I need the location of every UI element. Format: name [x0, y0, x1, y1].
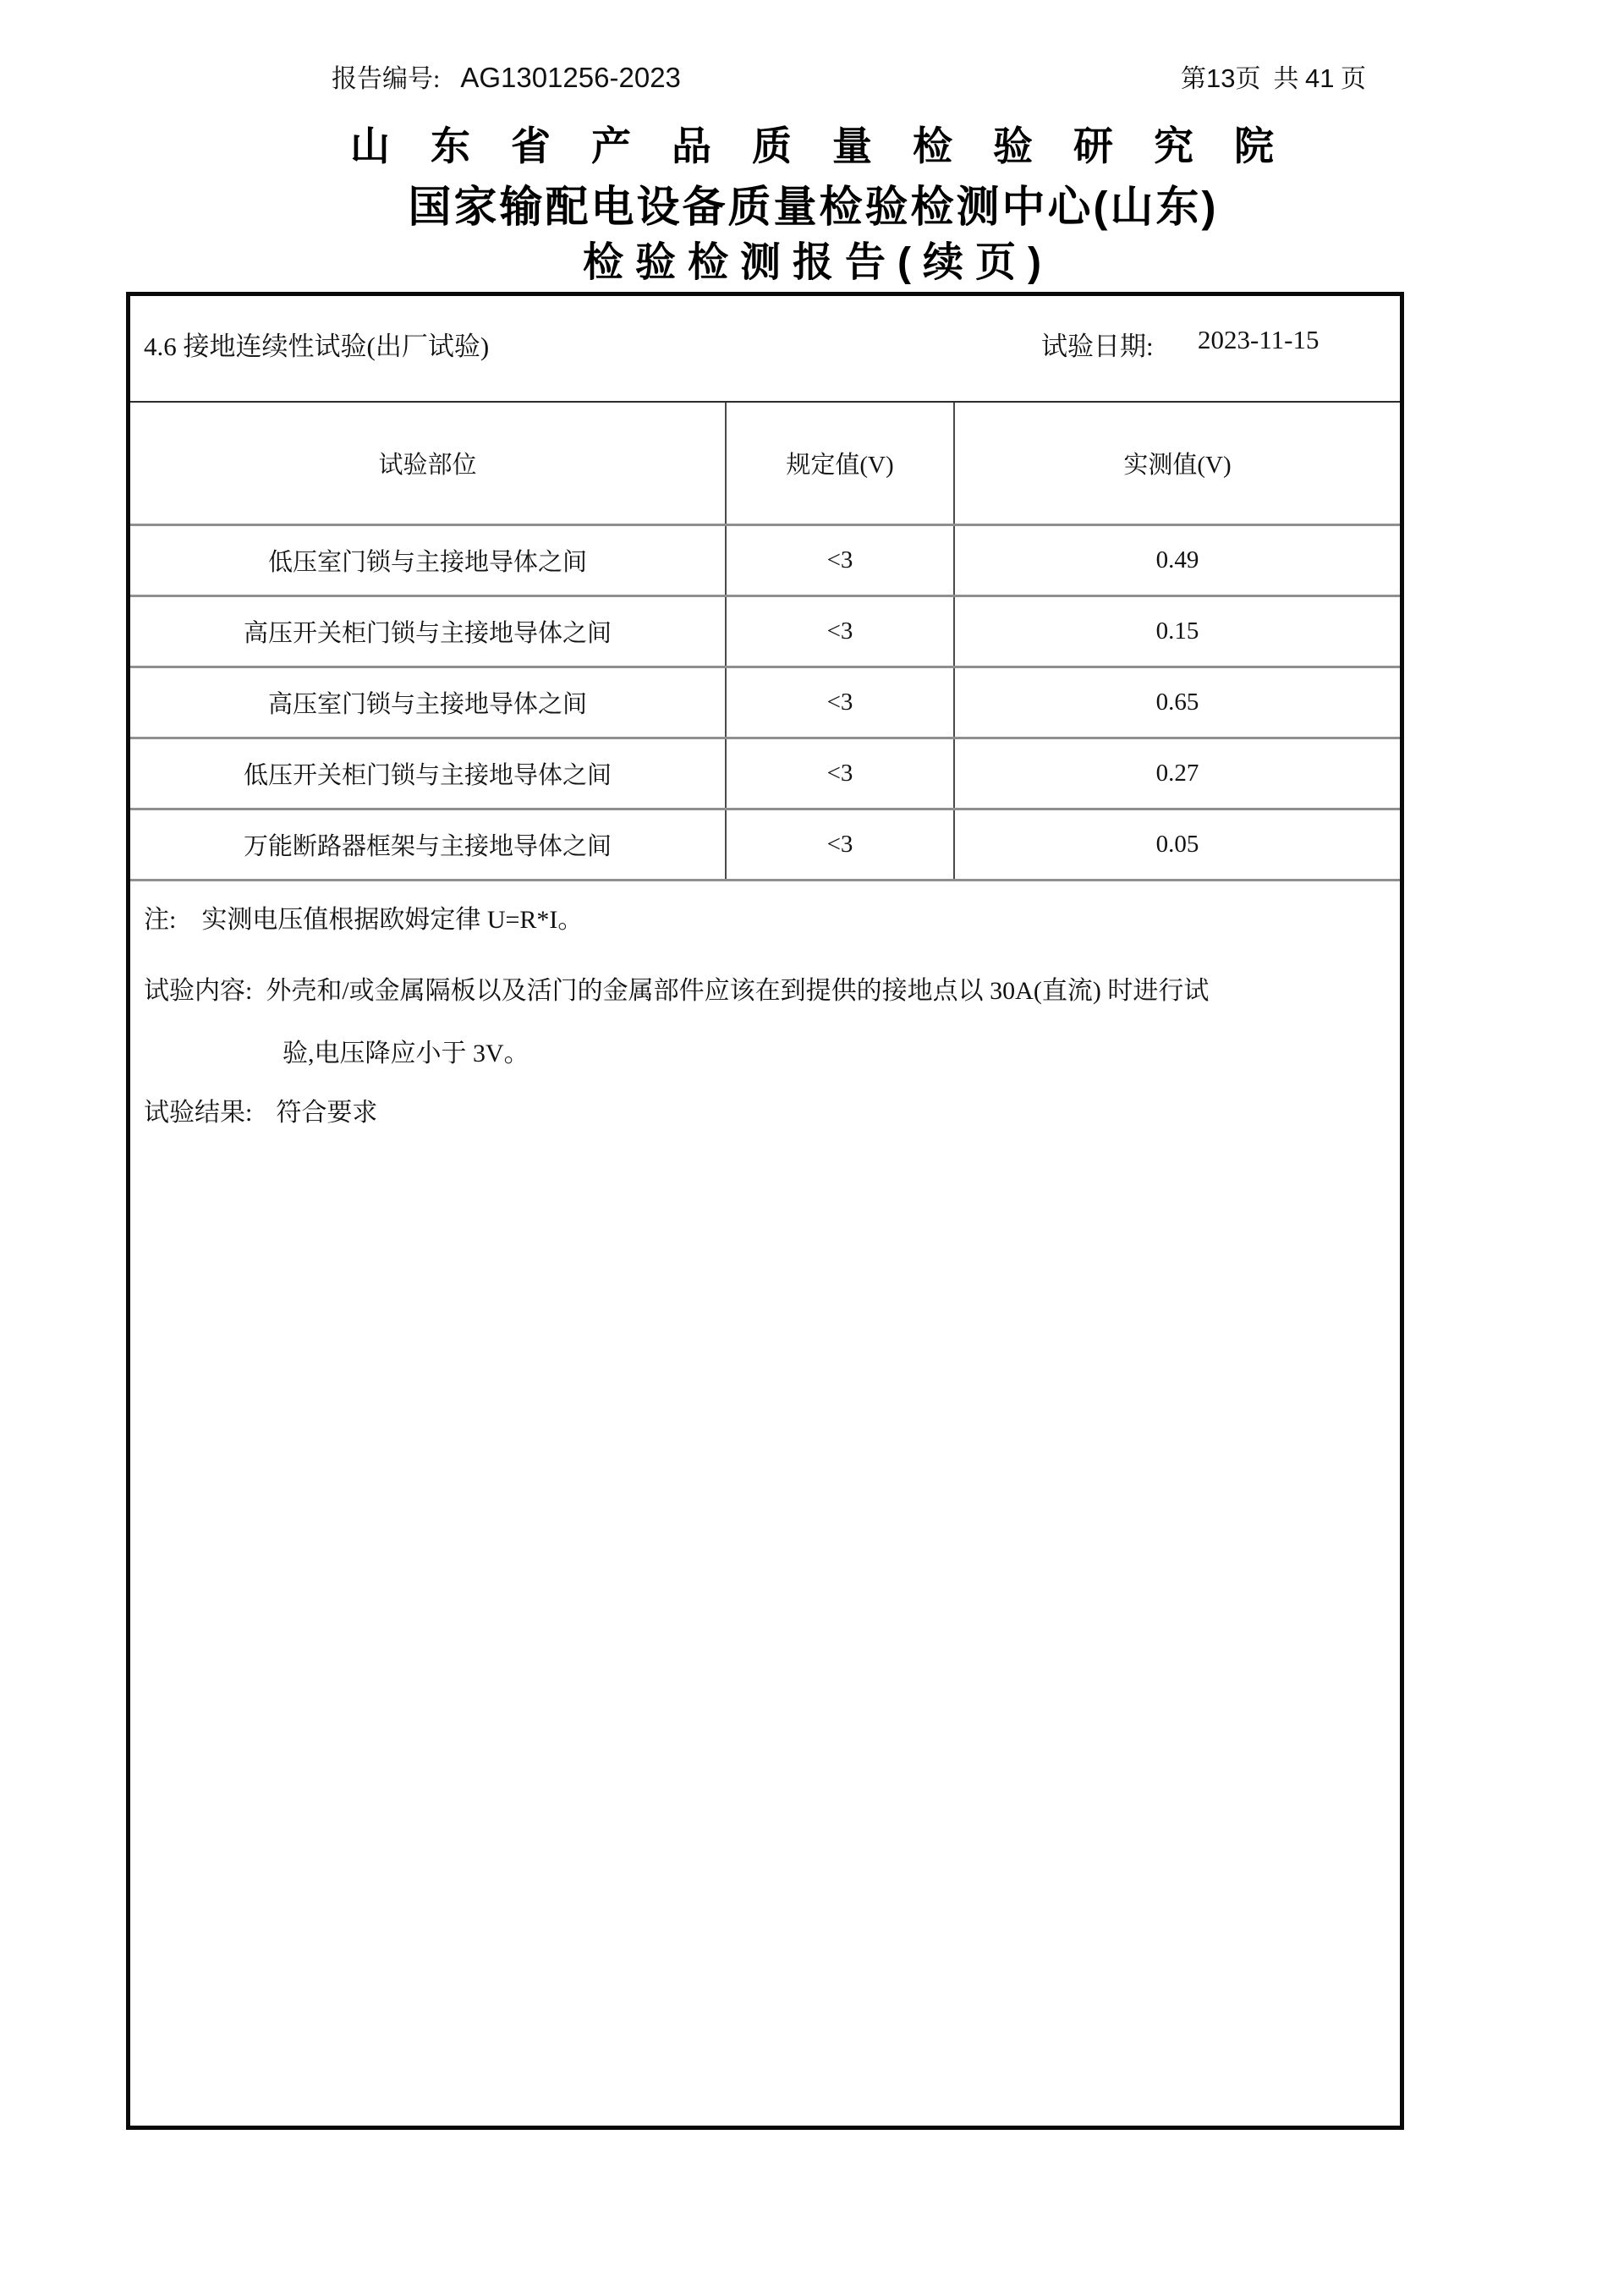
pagination-suffix: 页 — [1334, 65, 1366, 93]
cell-spec-value: <3 — [726, 667, 954, 738]
test-content-line — [144, 969, 1209, 1007]
report-frame — [126, 292, 1404, 2130]
cell-test-part: 低压室门锁与主接地导体之间 — [130, 525, 726, 596]
report-number-line — [332, 58, 681, 95]
column-header-measured-value: 实测值(V) — [954, 403, 1400, 525]
cell-measured-value: 0.27 — [954, 738, 1400, 809]
pagination-prefix: 第 — [1181, 65, 1206, 93]
institute-title-line-2: 国家输配电设备质量检验检测中心(山东) — [408, 183, 1219, 231]
test-content-text-2: 验,电压降应小于 3V。 — [283, 1040, 529, 1067]
cell-test-part: 高压开关柜门锁与主接地导体之间 — [130, 596, 726, 667]
note-line — [144, 898, 583, 936]
cell-test-part: 低压开关柜门锁与主接地导体之间 — [130, 738, 726, 809]
cell-measured-value: 0.15 — [954, 596, 1400, 667]
report-number-label: 报告编号: — [332, 65, 441, 93]
column-header-spec-value: 规定值(V) — [726, 403, 954, 525]
table-header-row — [130, 403, 1400, 525]
column-header-test-part: 试验部位 — [130, 403, 726, 525]
table-row — [130, 809, 1400, 881]
cell-measured-value: 0.65 — [954, 667, 1400, 738]
cell-spec-value: <3 — [726, 809, 954, 881]
table-row — [130, 738, 1400, 809]
section-heading: 4.6 接地连续性试验(出厂试验) — [144, 332, 490, 361]
current-page-number: 13 — [1206, 63, 1236, 93]
total-page-number: 41 — [1304, 63, 1335, 93]
test-content-label: 试验内容: — [144, 977, 253, 1005]
report-title-line: 检验检测报告(续页) — [583, 240, 1053, 285]
cell-spec-value: <3 — [726, 596, 954, 667]
cell-spec-value: <3 — [726, 738, 954, 809]
institute-title-line-1: 山东省产品质量检验研究院 — [350, 123, 1314, 168]
section-header-band — [130, 296, 1400, 403]
cell-test-part: 万能断路器框架与主接地导体之间 — [130, 809, 726, 881]
test-result-line — [144, 1091, 377, 1128]
report-number-value: AG1301256-2023 — [460, 62, 681, 93]
note-label: 注: — [144, 906, 177, 934]
pagination — [1181, 58, 1366, 95]
cell-measured-value: 0.49 — [954, 525, 1400, 596]
test-content-text-1: 外壳和/或金属隔板以及活门的金属部件应该在到提供的接地点以 30A(直流) 时进行试 — [266, 977, 1210, 1005]
cell-measured-value: 0.05 — [954, 809, 1400, 881]
test-result-label: 试验结果: — [144, 1099, 253, 1127]
test-content-continuation — [283, 1032, 529, 1069]
test-result-value: 符合要求 — [276, 1099, 378, 1127]
test-date-label: 试验日期: — [1041, 332, 1154, 361]
table-row — [130, 596, 1400, 667]
table-row — [130, 525, 1400, 596]
cell-spec-value: <3 — [726, 525, 954, 596]
note-text: 实测电压值根据欧姆定律 U=R*I。 — [201, 906, 584, 934]
cell-test-part: 高压室门锁与主接地导体之间 — [130, 667, 726, 738]
test-date-value: 2023-11-15 — [1198, 325, 1320, 354]
pagination-mid: 页 共 — [1235, 65, 1305, 93]
table-row — [130, 667, 1400, 738]
results-table — [130, 403, 1400, 881]
